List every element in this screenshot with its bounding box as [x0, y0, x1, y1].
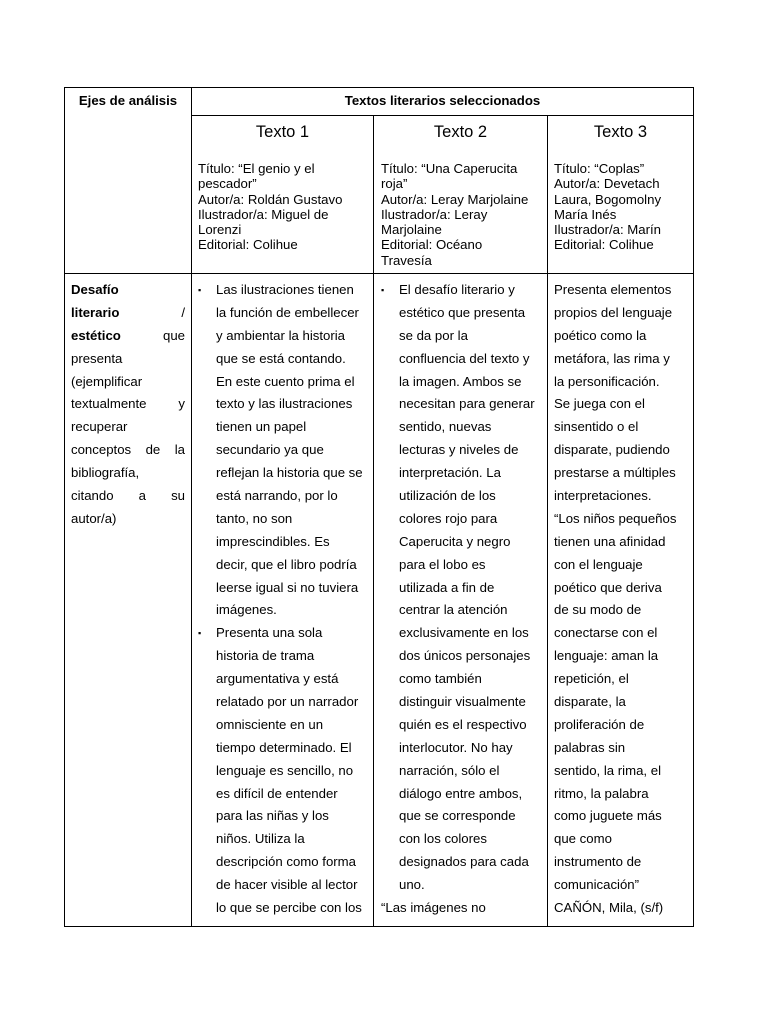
- text-line: estético que presenta: [399, 304, 526, 320]
- eje-line: [71, 302, 185, 325]
- text-line: propios del lenguaje: [554, 304, 673, 320]
- text-line: para las niñas y los: [216, 808, 329, 824]
- eje-line: [71, 393, 185, 416]
- eje-word: la: [174, 442, 185, 458]
- table-divider-col2: [373, 115, 374, 927]
- meta-line: Autor/a: Roldán Gustavo: [198, 191, 343, 207]
- text-line: interlocutor. No hay: [399, 739, 513, 755]
- text-line: exclusivamente en los: [399, 625, 529, 641]
- table-border-bottom: [64, 926, 694, 927]
- table-border-top: [64, 87, 694, 88]
- eje-line: [71, 485, 185, 508]
- eje-word: citando: [71, 488, 114, 504]
- text-line: palabras sin: [554, 739, 626, 755]
- text-line: como también: [399, 671, 482, 687]
- texto-2-analysis: [381, 279, 545, 920]
- eje-word: a: [138, 488, 146, 504]
- text-line: con los colores: [399, 831, 487, 847]
- text-line: colores rojo para: [399, 510, 498, 526]
- text-line: diálogo entre ambos,: [399, 785, 523, 801]
- text-line: sinsentido o el: [554, 419, 639, 435]
- text-line: leerse igual si no tuviera: [216, 579, 359, 595]
- text-line: interpretaciones.: [554, 488, 652, 504]
- meta-line: Editorial: Océano: [381, 237, 483, 253]
- text-line: Presenta elementos: [554, 282, 672, 297]
- meta-line: Autor/a: Devetach: [554, 176, 660, 192]
- text-line: “Las imágenes no: [381, 900, 486, 916]
- eje-term: Desafío: [71, 282, 119, 297]
- eje-line: (ejemplificar: [71, 373, 143, 389]
- eje-term: literario: [71, 304, 120, 320]
- text-line: disparate, pudiendo: [554, 442, 670, 458]
- meta-line: Editorial: Colihue: [198, 237, 298, 253]
- header-textos: Textos literarios seleccionados: [344, 93, 541, 108]
- text-line: se da por la: [399, 327, 468, 343]
- eje-line: bibliografía,: [71, 465, 140, 481]
- text-line: imágenes.: [216, 602, 277, 618]
- text-line: la personificación.: [554, 373, 660, 389]
- text-line: reflejan la historia que se: [216, 465, 363, 481]
- table-border-left: [64, 87, 65, 927]
- text-line: Presenta una sola: [216, 625, 323, 641]
- eje-word: de: [145, 442, 161, 458]
- eje-word: conceptos: [71, 442, 132, 458]
- text-line: decir, que el libro podría: [216, 556, 357, 572]
- text-line: que como: [554, 831, 612, 847]
- eje-line: [71, 439, 185, 462]
- text-line: Se juega con el: [554, 396, 645, 412]
- text-line: para el lobo es: [399, 556, 486, 572]
- text-line: argumentativa y está: [216, 671, 339, 687]
- meta-line: Ilustrador/a: Miguel de: [198, 206, 329, 222]
- text-line: centrar la atención: [399, 602, 508, 618]
- text-line: de su modo de: [554, 602, 642, 618]
- bullet-item: [198, 279, 370, 622]
- text-line: tiempo determinado. El: [216, 739, 352, 755]
- meta-line: Lorenzi: [198, 222, 242, 238]
- eje-desafio-cell: [71, 279, 185, 531]
- text-line: disparate, la: [554, 694, 626, 710]
- text-line: de hacer visible al lector: [216, 877, 358, 893]
- eje-line: [71, 325, 185, 348]
- eje-word: textualmente: [71, 396, 147, 412]
- text-line: lenguaje es sencillo, no: [216, 762, 354, 778]
- table-border-right: [693, 87, 694, 927]
- text-line: la imagen. Ambos se: [399, 373, 522, 389]
- text-line: utilización de los: [399, 488, 496, 504]
- text-line: interpretación. La: [399, 465, 501, 481]
- meta-line: Título: “El genio y el: [198, 161, 315, 176]
- texto-1-analysis: [198, 279, 370, 920]
- text-line: quién es el respectivo: [399, 716, 527, 732]
- table-divider-header: [191, 115, 694, 116]
- texto-3-title: Texto 3: [593, 123, 648, 141]
- eje-line: recuperar: [71, 419, 128, 435]
- text-line: proliferación de: [554, 716, 645, 732]
- table-divider-col3: [547, 115, 548, 927]
- text-line: relatado por un narrador: [216, 694, 359, 710]
- texto-1-title: Texto 1: [255, 123, 310, 141]
- meta-line: Autor/a: Leray Marjolaine: [381, 191, 529, 207]
- text-line: omnisciente en un: [216, 716, 324, 732]
- text-line: está narrando, por lo: [216, 488, 338, 504]
- text-line: tienen una afinidad: [554, 533, 666, 549]
- eje-word: y: [178, 396, 185, 412]
- text-line: prestarse a múltiples: [554, 465, 676, 481]
- meta-line: Título: “Coplas”: [554, 161, 645, 176]
- header-ejes: Ejes de análisis: [78, 93, 178, 108]
- meta-line: Marjolaine: [381, 222, 442, 238]
- text-line: que se corresponde: [399, 808, 516, 824]
- texto-3-meta: [554, 161, 661, 253]
- eje-line: [71, 279, 185, 302]
- texto-2-title: Texto 2: [433, 123, 488, 141]
- text-line: tanto, no son: [216, 510, 293, 526]
- texto-1-meta: [198, 161, 342, 253]
- text-line: conectarse con el: [554, 625, 658, 641]
- text-line: sentido, nuevas: [399, 419, 492, 435]
- bullet-icon: ▪: [381, 285, 385, 295]
- text-line: comunicación”: [554, 877, 640, 893]
- text-line: sentido, la rima, el: [554, 762, 662, 778]
- meta-line: Travesía: [381, 252, 432, 268]
- text-line: imprescindibles. Es: [216, 533, 330, 549]
- bullet-item: [198, 622, 370, 920]
- text-line: poético que deriva: [554, 579, 662, 595]
- text-line: Caperucita y negro: [399, 533, 511, 549]
- meta-line: Laura, Bogomolny: [554, 191, 662, 207]
- text-line: narración, sólo el: [399, 762, 500, 778]
- text-line: descripción como forma: [216, 854, 356, 870]
- text-line: CAÑÓN, Mila, (s/f): [554, 900, 664, 916]
- text-line: “Los niños pequeños: [554, 510, 677, 526]
- text-line: la función de embellecer: [216, 304, 359, 320]
- text-line: lecturas y niveles de: [399, 442, 519, 458]
- bullet-item: [381, 279, 545, 897]
- meta-line: Ilustrador/a: Marín: [554, 222, 662, 238]
- meta-line: María Inés: [554, 206, 617, 222]
- text-line: texto y las ilustraciones: [216, 396, 353, 412]
- text-line: secundario ya que: [216, 442, 324, 458]
- bullet-icon: ▪: [198, 285, 202, 295]
- text-line: En este cuento prima el: [216, 373, 355, 389]
- text-line: niños. Utiliza la: [216, 831, 305, 847]
- meta-line: Editorial: Colihue: [554, 237, 654, 253]
- text-line: historia de trama: [216, 648, 315, 664]
- text-line: Las ilustraciones tienen: [216, 282, 354, 297]
- text-line: confluencia del texto y: [399, 350, 530, 366]
- texto-2-meta: [381, 161, 528, 268]
- table-divider-row: [64, 273, 694, 274]
- text-line: utilizada a fin de: [399, 579, 495, 595]
- text-line: y ambientar la historia: [216, 327, 346, 343]
- text-line: instrumento de: [554, 854, 642, 870]
- bullet-icon: ▪: [198, 628, 202, 639]
- text-line: lo que se percibe con los: [216, 900, 362, 916]
- text-line: distinguir visualmente: [399, 694, 526, 710]
- eje-term: estético: [71, 327, 121, 343]
- eje-line: autor/a): [71, 510, 117, 526]
- text-line: repetición, el: [554, 671, 629, 687]
- meta-line: Ilustrador/a: Leray: [381, 206, 488, 222]
- eje-word: /: [181, 304, 185, 320]
- eje-line: presenta: [71, 350, 123, 366]
- meta-line: roja”: [381, 176, 408, 192]
- text-line: lenguaje: aman la: [554, 648, 659, 664]
- texto-3-analysis: [554, 279, 692, 920]
- text-line: como juguete más: [554, 808, 662, 824]
- text-line: poético como la: [554, 327, 647, 343]
- text-line: designados para cada: [399, 854, 529, 870]
- meta-line: pescador”: [198, 176, 257, 192]
- text-line: que se está contando.: [216, 350, 346, 366]
- text-line: es difícil de entender: [216, 785, 338, 801]
- text-line: dos únicos personajes: [399, 648, 531, 664]
- meta-line: Título: “Una Caperucita: [381, 161, 518, 176]
- text-line: ritmo, la palabra: [554, 785, 649, 801]
- eje-word: su: [171, 488, 185, 504]
- text-line: necesitan para generar: [399, 396, 535, 412]
- text-line: El desafío literario y: [399, 282, 515, 297]
- text-line: metáfora, las rima y: [554, 350, 670, 366]
- text-line: tienen un papel: [216, 419, 307, 435]
- table-divider-col1: [191, 87, 192, 927]
- text-line: con el lenguaje: [554, 556, 643, 572]
- eje-word: que: [162, 327, 185, 343]
- text-line: uno.: [399, 877, 425, 893]
